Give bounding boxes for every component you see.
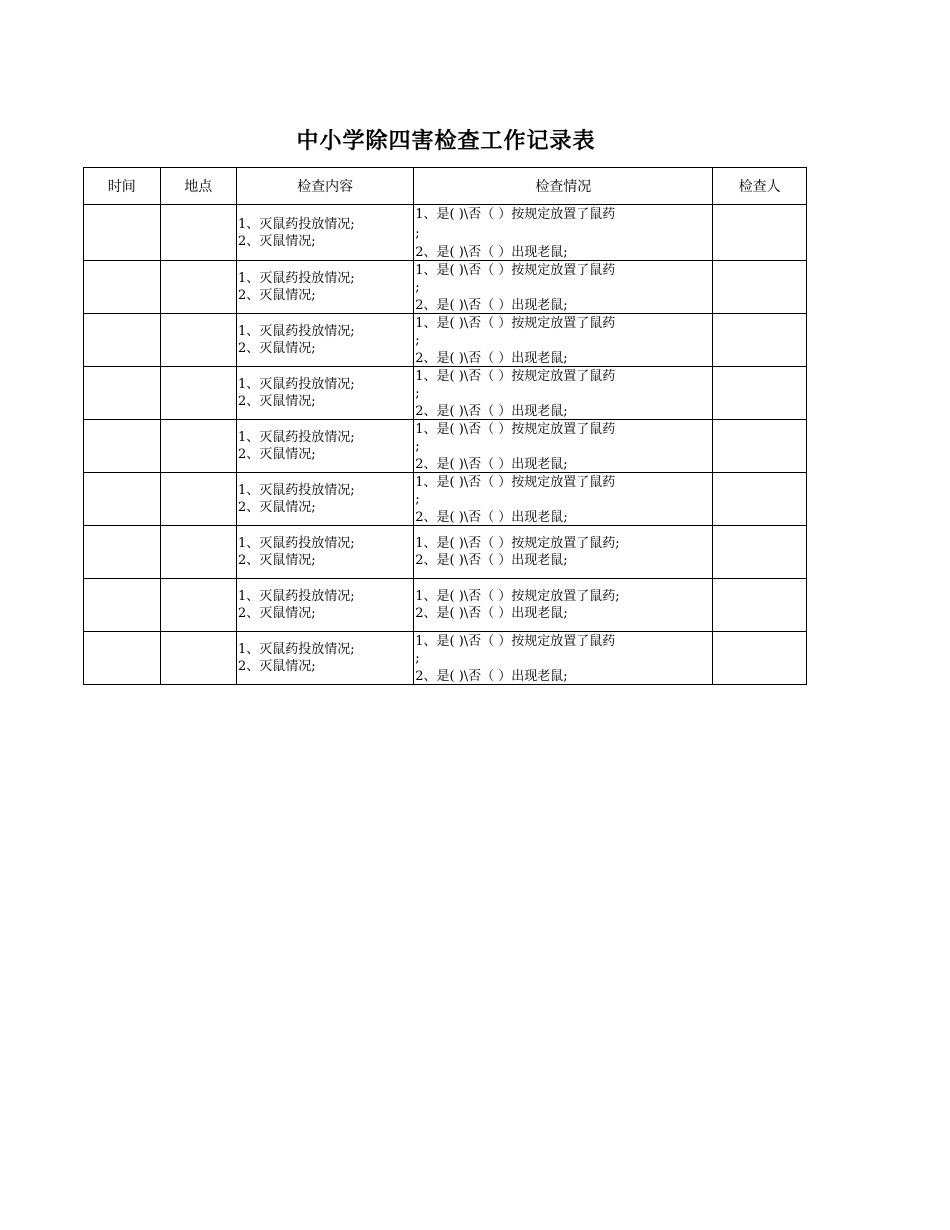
time-cell[interactable] — [84, 205, 161, 261]
status-line: 2、是( )\否（ ）出现老鼠; — [415, 297, 568, 313]
status-line: ; — [415, 333, 420, 348]
header-inspector: 检查人 — [713, 168, 807, 205]
status-line: ; — [415, 439, 420, 454]
content-line: 2、灭鼠情况; — [238, 606, 316, 621]
content-line: 1、灭鼠药投放情况; — [238, 216, 355, 232]
time-cell[interactable] — [84, 367, 161, 420]
place-cell[interactable] — [160, 632, 237, 685]
content-line: 2、灭鼠情况; — [238, 553, 316, 568]
inspector-cell[interactable] — [713, 314, 807, 367]
table-row — [84, 314, 807, 367]
time-cell[interactable] — [84, 420, 161, 473]
status-cell — [414, 420, 713, 473]
status-line: 1、是( )\否（ ）按规定放置了鼠药 — [415, 368, 616, 384]
status-lines — [414, 420, 712, 473]
status-line: 1、是( )\否（ ）按规定放置了鼠药; — [415, 589, 620, 604]
time-cell[interactable] — [84, 526, 161, 579]
content-cell — [237, 314, 414, 367]
content-cell — [237, 632, 414, 685]
place-cell[interactable] — [160, 473, 237, 526]
content-line: 1、灭鼠药投放情况; — [238, 324, 355, 339]
status-line: 1、是( )\否（ ）按规定放置了鼠药 — [415, 262, 616, 278]
content-line: 1、灭鼠药投放情况; — [238, 377, 355, 392]
place-cell[interactable] — [160, 367, 237, 420]
status-lines — [414, 261, 712, 314]
time-cell[interactable] — [84, 261, 161, 314]
content-cell — [237, 473, 414, 526]
status-cell — [414, 632, 713, 685]
status-line: 1、是( )\否（ ）按规定放置了鼠药 — [415, 474, 616, 490]
status-cell — [414, 314, 713, 367]
page-title: 中小学除四害检查工作记录表 — [296, 129, 596, 154]
inspector-cell[interactable] — [713, 526, 807, 579]
time-cell[interactable] — [84, 632, 161, 685]
content-line: 1、灭鼠药投放情况; — [238, 536, 355, 551]
table-row — [84, 420, 807, 473]
inspection-record-table — [83, 167, 807, 685]
header-time: 时间 — [84, 168, 161, 205]
header-content: 检查内容 — [237, 168, 414, 205]
time-cell[interactable] — [84, 473, 161, 526]
time-cell[interactable] — [84, 314, 161, 367]
table-row — [84, 632, 807, 685]
content-line: 2、灭鼠情况; — [238, 500, 316, 515]
status-lines — [414, 526, 712, 578]
status-line: 2、是( )\否（ ）出现老鼠; — [415, 606, 568, 621]
status-line: 1、是( )\否（ ）按规定放置了鼠药 — [415, 421, 616, 437]
status-cell — [414, 261, 713, 314]
status-line: ; — [415, 280, 420, 295]
table-row — [84, 579, 807, 632]
status-line: ; — [415, 651, 420, 666]
header-row — [84, 168, 807, 205]
content-cell — [237, 420, 414, 473]
content-cell — [237, 367, 414, 420]
table-row — [84, 473, 807, 526]
place-cell[interactable] — [160, 261, 237, 314]
status-lines — [414, 367, 712, 420]
place-cell[interactable] — [160, 526, 237, 579]
content-cell — [237, 526, 414, 579]
content-line: 2、灭鼠情况; — [238, 447, 316, 462]
content-line: 1、灭鼠药投放情况; — [238, 483, 355, 498]
inspector-cell[interactable] — [713, 579, 807, 632]
content-line: 2、灭鼠情况; — [238, 659, 316, 674]
place-cell[interactable] — [160, 420, 237, 473]
status-cell — [414, 205, 713, 261]
content-line: 2、灭鼠情况; — [238, 394, 316, 409]
status-cell — [414, 526, 713, 579]
status-lines — [414, 579, 712, 631]
inspector-cell[interactable] — [713, 261, 807, 314]
place-cell[interactable] — [160, 205, 237, 261]
time-cell[interactable] — [84, 579, 161, 632]
header-status: 检查情况 — [414, 168, 713, 205]
status-line: ; — [415, 492, 420, 507]
content-cell — [237, 579, 414, 632]
status-line: 1、是( )\否（ ）按规定放置了鼠药 — [415, 206, 616, 222]
content-line: 2、灭鼠情况; — [238, 233, 316, 249]
inspector-cell[interactable] — [713, 205, 807, 261]
inspector-cell[interactable] — [713, 473, 807, 526]
status-lines — [414, 473, 712, 526]
header-place: 地点 — [160, 168, 237, 205]
status-line: 2、是( )\否（ ）出现老鼠; — [415, 350, 568, 366]
status-line: ; — [415, 386, 420, 401]
status-lines — [414, 205, 712, 261]
table-row — [84, 205, 807, 261]
status-line: 2、是( )\否（ ）出现老鼠; — [415, 403, 568, 419]
table-row — [84, 526, 807, 579]
content-line: 1、灭鼠药投放情况; — [238, 589, 355, 604]
status-line: 1、是( )\否（ ）按规定放置了鼠药 — [415, 315, 616, 331]
status-cell — [414, 579, 713, 632]
content-line: 1、灭鼠药投放情况; — [238, 271, 355, 286]
inspector-cell[interactable] — [713, 367, 807, 420]
content-cell — [237, 205, 414, 261]
status-line: 2、是( )\否（ ）出现老鼠; — [415, 668, 568, 684]
status-cell — [414, 367, 713, 420]
inspector-cell[interactable] — [713, 420, 807, 473]
status-line: 2、是( )\否（ ）出现老鼠; — [415, 244, 568, 260]
place-cell[interactable] — [160, 314, 237, 367]
status-lines — [414, 314, 712, 367]
status-line: ; — [415, 225, 420, 241]
content-line: 2、灭鼠情况; — [238, 288, 316, 303]
status-line: 2、是( )\否（ ）出现老鼠; — [415, 509, 568, 525]
status-lines — [414, 632, 712, 685]
status-line: 2、是( )\否（ ）出现老鼠; — [415, 553, 568, 568]
content-cell — [237, 261, 414, 314]
inspector-cell[interactable] — [713, 632, 807, 685]
status-line: 1、是( )\否（ ）按规定放置了鼠药; — [415, 536, 620, 551]
content-line: 1、灭鼠药投放情况; — [238, 642, 355, 657]
status-cell — [414, 473, 713, 526]
content-line: 2、灭鼠情况; — [238, 341, 316, 356]
table-row — [84, 261, 807, 314]
status-line: 2、是( )\否（ ）出现老鼠; — [415, 456, 568, 472]
status-line: 1、是( )\否（ ）按规定放置了鼠药 — [415, 633, 616, 649]
place-cell[interactable] — [160, 579, 237, 632]
table-row — [84, 367, 807, 420]
content-line: 1、灭鼠药投放情况; — [238, 430, 355, 445]
